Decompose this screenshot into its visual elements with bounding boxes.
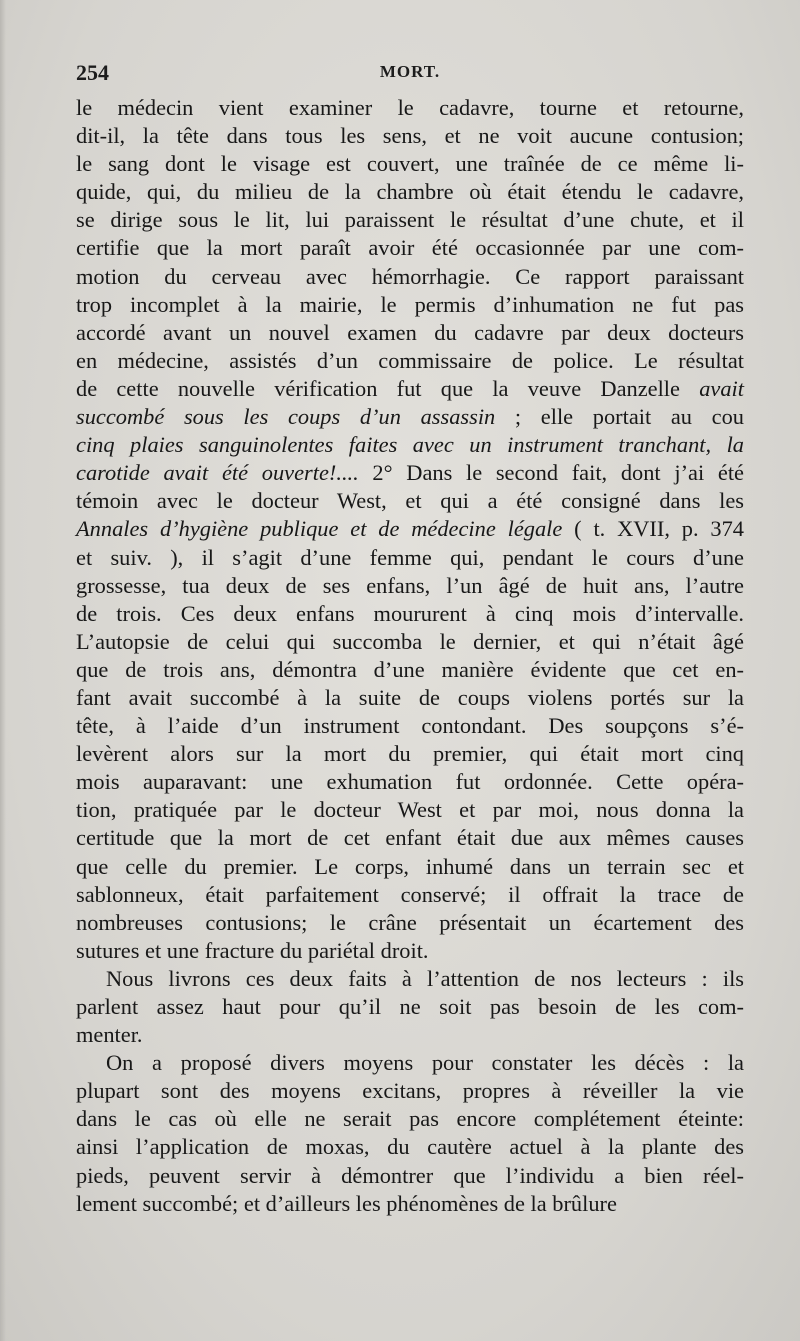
text-segment: certitude que la mort de cet enfant était due aux mêmes causes	[76, 825, 744, 851]
text-segment: plupart sont des moyens excitans, propres à réveiller la vie	[76, 1078, 744, 1104]
text-segment: et suiv. ), il s’agit d’une femme qui, pendant le cours d’une	[76, 544, 744, 570]
text-line	[76, 712, 744, 740]
text-line	[76, 993, 744, 1021]
text-line	[76, 937, 744, 965]
text-segment: fant avait succombé à la suite de coups violens portés sur la	[76, 684, 744, 710]
page-edge-shadow	[0, 0, 6, 1341]
text-line	[76, 1190, 744, 1218]
text-segment: le médecin vient examiner le cadavre, tourne et retourne,	[76, 95, 744, 120]
text-line	[76, 656, 744, 684]
text-line	[76, 768, 744, 796]
italic-text-segment: cinq plaies sanguinolentes faites avec un instrument tranchant, la	[76, 432, 744, 458]
text-segment: le sang dont le visage est couvert, une traînée de ce même li-	[76, 151, 744, 177]
italic-text-segment: Annales d’hygiène publique et de médecine légale	[76, 516, 563, 542]
text-segment: que de trois ans, démontra d’une manière évidente que cet en-	[76, 656, 744, 682]
text-segment: sablonneux, était parfaitement conservé; il offrait la trace de	[76, 881, 744, 907]
page-header	[76, 60, 744, 90]
text-line	[76, 375, 744, 403]
text-segment: pieds, peuvent servir à démontrer que l’individu a bien réel-	[76, 1162, 744, 1188]
text-segment: certifie que la mort paraît avoir été occasionnée par une com-	[76, 235, 744, 261]
text-line	[76, 965, 744, 993]
text-line	[76, 740, 744, 768]
text-line	[76, 347, 744, 375]
text-segment: ; elle portait au cou	[495, 404, 744, 430]
text-segment: Nous livrons ces deux faits à l’attention de nos lecteurs : ils	[106, 965, 744, 991]
text-segment: témoin avec le docteur West, et qui a été consigné dans les	[76, 488, 744, 514]
text-line	[76, 572, 744, 600]
text-segment: sutures et une fracture du pariétal droit.	[76, 937, 429, 963]
text-segment: mois auparavant: une exhumation fut ordonnée. Cette opéra-	[76, 769, 744, 795]
text-segment: grossesse, tua deux de ses enfans, l’un âgé de huit ans, l’autre	[76, 572, 744, 598]
text-line	[76, 319, 744, 347]
text-segment: nombreuses contusions; le crâne présentait un écartement des	[76, 909, 744, 935]
text-segment: parlent assez haut pour qu’il ne soit pas besoin de les com-	[76, 994, 744, 1019]
text-segment: en médecine, assistés d’un commissaire de police. Le résultat	[76, 347, 744, 373]
text-segment: ( t. XVII, p. 374	[562, 516, 744, 542]
text-segment: se dirige sous le lit, lui paraissent le résultat d’une chute, et il	[76, 207, 744, 233]
text-line	[76, 1077, 744, 1105]
text-segment: On a proposé divers moyens pour constater les décès : la	[106, 1050, 744, 1076]
text-line	[76, 881, 744, 909]
text-segment: tête, à l’aide d’un instrument contondant. Des soupçons s’é-	[76, 713, 744, 739]
text-line	[76, 909, 744, 937]
text-line	[76, 1105, 744, 1133]
text-segment: de trois. Ces deux enfans moururent à cinq mois d’intervalle.	[76, 600, 744, 626]
text-line	[76, 544, 744, 572]
text-segment: dit-il, la tête dans tous les sens, et ne voit aucune contusion;	[76, 123, 744, 149]
text-line	[76, 1049, 744, 1077]
text-line	[76, 824, 744, 852]
text-line	[76, 684, 744, 712]
text-line	[76, 459, 744, 487]
text-segment: quide, qui, du milieu de la chambre où était étendu le cadavre,	[76, 179, 744, 205]
text-line	[76, 1021, 744, 1049]
text-line	[76, 263, 744, 291]
italic-text-segment: avait	[699, 375, 744, 401]
text-line	[76, 796, 744, 824]
text-line	[76, 150, 744, 178]
text-line	[76, 94, 744, 122]
body-text	[76, 94, 744, 1218]
text-segment: tion, pratiquée par le docteur West et par moi, nous donna la	[76, 797, 744, 823]
text-segment: trop incomplet à la mairie, le permis d’inhumation ne fut pas	[76, 291, 744, 317]
text-line	[76, 515, 744, 543]
text-segment: L’autopsie de celui qui succomba le dernier, et qui n’était âgé	[76, 628, 744, 654]
text-line	[76, 403, 744, 431]
italic-text-segment: succombé sous les coups d’un assassin	[76, 404, 496, 430]
text-line	[76, 600, 744, 628]
page-number: 254	[76, 60, 109, 85]
paragraph	[76, 965, 744, 1049]
paragraph	[76, 1049, 744, 1218]
text-segment: que celle du premier. Le corps, inhumé dans un terrain sec et	[76, 853, 744, 879]
text-line	[76, 431, 744, 459]
text-segment: menter.	[76, 1022, 143, 1048]
paragraph	[76, 94, 744, 965]
text-line	[76, 291, 744, 319]
italic-text-segment: carotide avait été ouverte!....	[76, 460, 359, 486]
text-line	[76, 178, 744, 206]
text-segment: levèrent alors sur la mort du premier, qui était mort cinq	[76, 741, 744, 767]
running-title: MORT.	[379, 62, 441, 81]
text-segment: dans le cas où elle ne serait pas encore complétement éteinte:	[76, 1106, 744, 1132]
text-line	[76, 234, 744, 262]
text-segment: ainsi l’application de moxas, du cautère actuel à la plante des	[76, 1134, 744, 1160]
text-segment: accordé avant un nouvel examen du cadavre par deux docteurs	[76, 319, 744, 345]
text-line	[76, 487, 744, 515]
text-line	[76, 206, 744, 234]
text-segment: motion du cerveau avec hémorrhagie. Ce rapport paraissant	[76, 263, 744, 289]
text-line	[76, 1133, 744, 1161]
text-line	[76, 628, 744, 656]
text-line	[76, 1162, 744, 1190]
text-line	[76, 853, 744, 881]
text-segment: de cette nouvelle vérification fut que la veuve Danzelle	[76, 375, 700, 401]
text-line	[76, 122, 744, 150]
text-segment: lement succombé; et d’ailleurs les phénomènes de la brûlure	[76, 1190, 617, 1216]
text-segment: 2° Dans le second fait, dont j’ai été	[358, 460, 744, 486]
